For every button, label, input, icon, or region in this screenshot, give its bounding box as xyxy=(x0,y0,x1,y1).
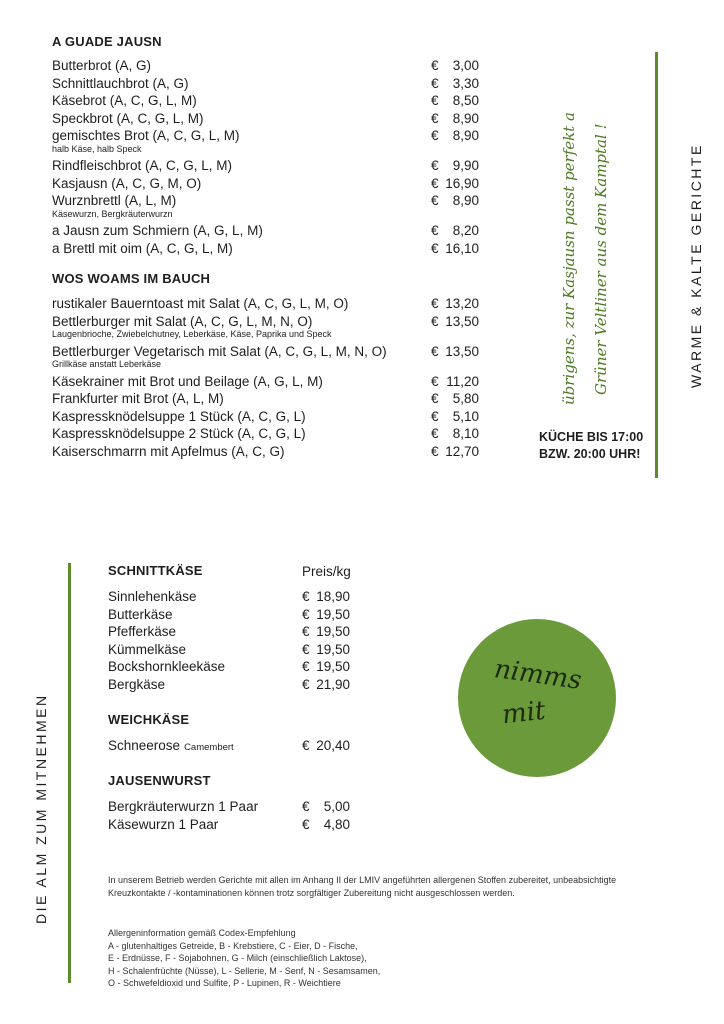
menu-item-name: Käsebrot (A, C, G, L, M) xyxy=(52,93,197,108)
menu-item-name: gemischtes Brot (A, C, G, L, M) xyxy=(52,128,240,143)
currency-symbol: € xyxy=(302,738,310,753)
section-title-woams-im-bauch: WOS WOAMS IM BAUCH xyxy=(52,271,211,286)
currency-symbol: € xyxy=(431,443,439,459)
menu-item-price xyxy=(431,93,479,109)
currency-symbol: € xyxy=(431,313,439,329)
badge-text-line-1: nimms xyxy=(492,654,584,696)
product-price xyxy=(302,641,350,659)
price-value: 4,80 xyxy=(323,816,350,832)
currency-symbol: € xyxy=(431,128,439,143)
currency-symbol: € xyxy=(431,58,439,73)
price-value: 13,50 xyxy=(445,343,479,359)
currency-symbol: € xyxy=(431,110,439,126)
menu-item-price xyxy=(431,223,479,239)
price-value: 12,70 xyxy=(445,443,479,459)
product-name-text: Pfefferkäse xyxy=(108,624,177,639)
price-value: 20,40 xyxy=(316,738,350,753)
product-name-text: Kümmelkäse xyxy=(108,641,187,657)
menu-item-price xyxy=(431,193,479,209)
menu-item-note: Grillkäse anstatt Leberkäse xyxy=(52,359,162,369)
price-value: 19,50 xyxy=(316,606,350,622)
menu-item-name: a Jausn zum Schmiern (A, G, L, M) xyxy=(52,223,263,238)
product-name xyxy=(108,676,165,694)
menu-item-price xyxy=(431,128,479,144)
menu-item-note: Laugenbrioche, Zwiebelchutney, Leberkäse, Käse, Paprika und Speck xyxy=(52,329,332,339)
price-value: 18,90 xyxy=(316,589,350,604)
menu-item-name: a Brettl mit oim (A, C, G, L, M) xyxy=(52,240,233,256)
product-price xyxy=(302,606,350,624)
currency-symbol: € xyxy=(431,373,439,389)
price-value: 8,90 xyxy=(452,193,479,208)
side-title-alm-zum-mitnehmen: DIE ALM ZUM MITNEHMEN xyxy=(33,693,49,924)
category-title-jausenwurst: JAUSENWURST xyxy=(108,773,211,788)
price-value: 19,50 xyxy=(316,624,350,639)
currency-symbol: € xyxy=(431,426,439,441)
price-value: 8,10 xyxy=(452,426,479,441)
menu-item-name: Rindfleischbrot (A, C, G, L, M) xyxy=(52,158,233,173)
product-name-text: Bergkäse xyxy=(108,676,166,692)
price-value: 19,50 xyxy=(316,641,350,657)
menu-item-price xyxy=(431,444,479,460)
product-name xyxy=(108,737,234,757)
product-name-text: Bockshornkleekäse xyxy=(108,659,226,674)
divider-line-top xyxy=(655,52,658,478)
product-price xyxy=(302,816,350,834)
menu-item-price xyxy=(431,241,479,257)
price-value: 16,10 xyxy=(445,240,479,256)
currency-symbol: € xyxy=(431,193,439,208)
currency-symbol: € xyxy=(431,391,439,406)
kitchen-hours xyxy=(539,429,643,463)
menu-item-price xyxy=(431,296,479,312)
side-title-warme-kalte-gerichte: WARME & KALTE GERICHTE xyxy=(688,143,704,388)
currency-symbol: € xyxy=(302,589,310,604)
price-value: 8,90 xyxy=(452,110,479,126)
menu-item-price xyxy=(431,314,479,330)
currency-symbol: € xyxy=(302,659,310,674)
product-price xyxy=(302,623,350,641)
allergen-line: A - glutenhaltiges Getreide, B - Krebstiere, C - Eier, D - Fische, xyxy=(108,940,358,951)
currency-symbol: € xyxy=(431,408,439,424)
currency-symbol: € xyxy=(431,223,439,238)
product-name-text: Schneerose xyxy=(108,738,181,753)
price-value: 5,10 xyxy=(452,408,479,424)
product-name xyxy=(108,623,176,641)
currency-symbol: € xyxy=(302,676,310,692)
kitchen-hours-line-1: KÜCHE BIS 17:00 xyxy=(539,430,644,444)
divider-line-bottom xyxy=(68,563,71,983)
product-name xyxy=(108,816,218,834)
menu-item-name: rustikaler Bauerntoast mit Salat (A, C, G, L, M, O) xyxy=(52,296,349,311)
menu-item-price xyxy=(431,176,479,192)
product-name xyxy=(108,588,197,606)
currency-symbol: € xyxy=(302,624,310,639)
menu-item-note: Käsewurzn, Bergkräuterwurzn xyxy=(52,208,173,219)
menu-item-price xyxy=(431,58,479,74)
menu-item-price xyxy=(431,391,479,407)
price-value: 11,20 xyxy=(446,373,479,389)
category-title-weichkaese: WEICHKÄSE xyxy=(108,712,190,727)
currency-symbol: € xyxy=(302,641,310,657)
price-value: 5,00 xyxy=(323,799,350,814)
price-value: 8,50 xyxy=(452,93,479,108)
product-price xyxy=(302,676,350,694)
product-price xyxy=(302,798,350,816)
menu-item-note: halb Käse, halb Speck xyxy=(52,143,142,154)
menu-item-name: Kaiserschmarrn mit Apfelmus (A, C, G) xyxy=(52,443,285,459)
menu-item-name: Kaspressknödelsuppe 2 Stück (A, C, G, L) xyxy=(52,426,306,441)
product-price xyxy=(302,737,350,755)
product-name-text: Bergkräuterwurzn 1 Paar xyxy=(108,799,259,814)
menu-item-price xyxy=(431,158,479,174)
allergen-line: O - Schwefeldioxid und Sulfite, P - Lupinen, R - Weichtiere xyxy=(108,978,341,989)
price-value: 5,80 xyxy=(452,391,479,406)
price-value: 13,20 xyxy=(445,296,479,311)
currency-symbol: € xyxy=(431,93,439,108)
menu-item-price xyxy=(431,76,479,92)
price-value: 9,90 xyxy=(452,158,479,173)
allergen-line: E - Erdnüsse, F - Sojabohnen, G - Milch (einschließlich Laktose), xyxy=(108,953,367,964)
allergen-info-title: Allergeninformation gemäß Codex-Empfehlung xyxy=(108,928,296,938)
product-name xyxy=(108,606,173,624)
currency-symbol: € xyxy=(302,606,310,622)
menu-item-name: Käsekrainer mit Brot und Beilage (A, G, L, M) xyxy=(52,373,323,389)
price-per-kg-header: Preis/kg xyxy=(302,564,351,579)
product-price xyxy=(302,588,350,606)
product-name xyxy=(108,798,258,816)
product-name xyxy=(108,641,186,659)
allergen-line: H - Schalenfrüchte (Nüsse), L - Sellerie, M - Senf, N - Sesamsamen, xyxy=(108,965,381,976)
menu-item-name: Schnittlauchbrot (A, G) xyxy=(52,75,189,91)
menu-item-price xyxy=(431,426,479,442)
price-value: 13,50 xyxy=(445,313,479,329)
menu-item-name: Wurznbrettl (A, L, M) xyxy=(52,193,177,208)
price-value: 16,90 xyxy=(445,175,479,191)
price-value: 3,30 xyxy=(452,75,479,91)
currency-symbol: € xyxy=(431,75,439,91)
menu-item-name: Frankfurter mit Brot (A, L, M) xyxy=(52,391,224,406)
menu-item-name: Bettlerburger mit Salat (A, C, G, L, M, N, O) xyxy=(52,313,313,329)
menu-item-price xyxy=(431,344,479,360)
currency-symbol: € xyxy=(431,296,439,311)
menu-item-name: Kasjausn (A, C, G, M, O) xyxy=(52,175,202,191)
menu-item-price xyxy=(431,374,479,390)
currency-symbol: € xyxy=(302,816,310,832)
price-value: 8,90 xyxy=(452,128,479,143)
product-price xyxy=(302,658,350,676)
price-value: 8,20 xyxy=(452,223,479,238)
currency-symbol: € xyxy=(431,175,439,191)
allergen-info xyxy=(108,927,658,990)
currency-symbol: € xyxy=(431,343,439,359)
price-value: 21,90 xyxy=(316,676,350,692)
allergen-notice: In unserem Betrieb werden Gerichte mit allen im Anhang II der LMIV angeführten allergenen Stoffen zubereitet, unbeabsichtigte Kreuzkontakte / -kontaminationen können trotz sorgfältiger Zubereitung nicht ausgeschlossen werden. xyxy=(108,875,617,898)
menu-item-name: Kaspressknödelsuppe 1 Stück (A, C, G, L) xyxy=(52,408,306,424)
menu-item-price xyxy=(431,111,479,127)
badge-text-line-2: mit xyxy=(500,695,547,731)
wine-tip-line-1: übrigens, zur Kasjausn passt perfekt a xyxy=(560,112,578,405)
currency-symbol: € xyxy=(302,799,310,814)
menu-item-name: Speckbrot (A, C, G, L, M) xyxy=(52,110,204,126)
currency-symbol: € xyxy=(431,240,439,256)
product-variant: Camembert xyxy=(184,742,234,753)
product-name-text: Sinnlehenkäse xyxy=(108,589,197,604)
product-name-text: Käsewurzn 1 Paar xyxy=(108,816,219,832)
menu-item-price xyxy=(431,409,479,425)
category-title-schnittkaese: SCHNITTKÄSE xyxy=(108,563,203,578)
price-value: 3,00 xyxy=(452,58,479,73)
section-title-guade-jausn: A GUADE JAUSN xyxy=(52,34,162,49)
product-name-text: Butterkäse xyxy=(108,606,173,622)
kitchen-hours-line-2: BZW. 20:00 UHR! xyxy=(539,447,641,461)
menu-item-name: Butterbrot (A, G) xyxy=(52,58,152,73)
wine-tip-line-2: Grüner Veltliner aus dem Kamptal ! xyxy=(592,123,610,395)
product-name xyxy=(108,658,225,676)
currency-symbol: € xyxy=(431,158,439,173)
price-value: 19,50 xyxy=(316,659,350,674)
menu-item-name: Bettlerburger Vegetarisch mit Salat (A, C, G, L, M, N, O) xyxy=(52,343,387,359)
